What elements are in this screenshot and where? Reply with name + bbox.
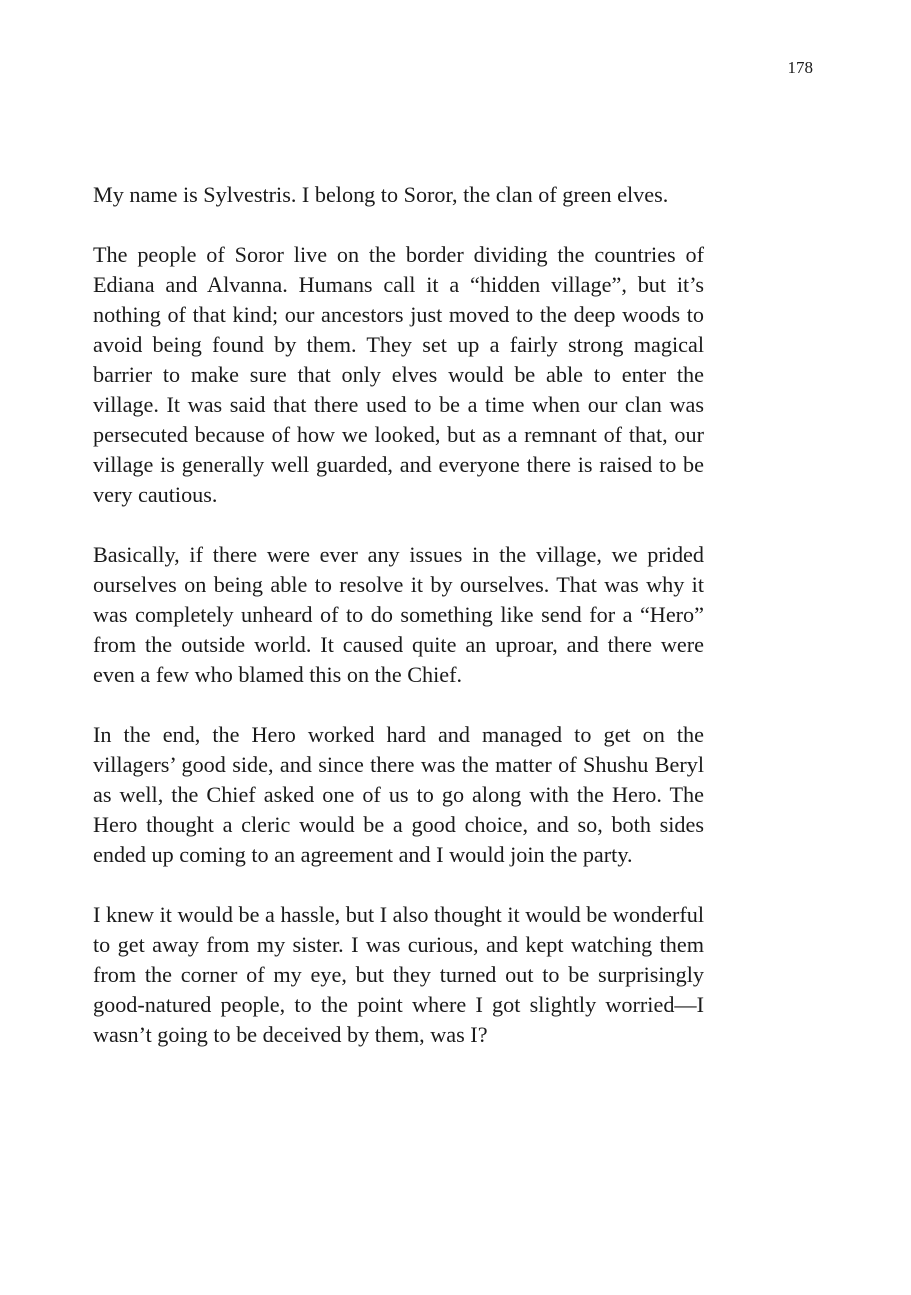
paragraph-5: I knew it would be a hassle, but I also thought it would be wonderful to get away from my sister. I was curious, and kept watching them from the corner of my eye, but they turned out to be surprisingly good-natured people, to the point where I got slightly worried—I wasn’t going to be deceived by them, was I? <box>93 902 704 1047</box>
page-number: 178 <box>787 58 813 77</box>
paragraph-2: The people of Soror live on the border dividing the countries of Ediana and Alvanna. Humans call it a “hidden village”, but it’s nothing of that kind; our ancestors just moved to the deep woods to avoid being found by them. They set up a fairly strong magical barrier to make sure that only elves would be able to enter the village. It was said that there used to be a time when our clan was persecuted because of how we looked, but as a remnant of that, our village is generally well guarded, and everyone there is raised to be very cautious. <box>93 242 704 507</box>
body-text <box>93 180 704 1080</box>
paragraph-1: My name is Sylvestris. I belong to Soror, the clan of green elves. <box>93 182 669 207</box>
paragraph-4: In the end, the Hero worked hard and managed to get on the villagers’ good side, and since there was the matter of Shushu Beryl as well, the Chief asked one of us to go along with the Hero. The Hero thought a cleric would be a good choice, and so, both sides ended up coming to an agreement and I would join the party. <box>93 722 704 867</box>
paragraph-3: Basically, if there were ever any issues in the village, we prided ourselves on being able to resolve it by ourselves. That was why it was completely unheard of to do something like send for a “Hero” from the outside world. It caused quite an uproar, and there were even a few who blamed this on the Chief. <box>93 542 704 687</box>
